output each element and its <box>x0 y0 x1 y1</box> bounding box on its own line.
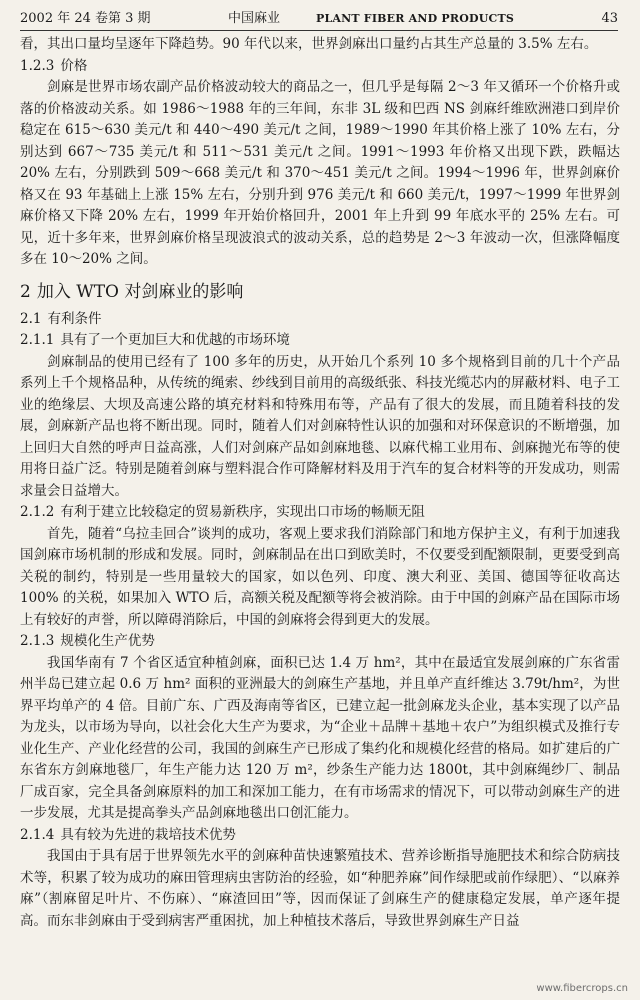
section-title: 具有了一个更加巨大和优越的市场环境 <box>60 332 290 348</box>
section-title: 有利于建立比较稳定的贸易新秩序，实现出口市场的畅顺无阻 <box>60 504 425 520</box>
section-title: 价格 <box>60 57 88 74</box>
site-watermark: www.fibercrops.cn <box>536 983 628 994</box>
paragraph-2-1-3: 我国华南有 7 个省区适宜种植剑麻，面积已达 1.4 万 hm²，其中在最适宜发展剑麻的广东省雷州半岛已建立起 0.6 万 hm² 面积的亚洲最大的剑麻生产基地，并且单产直纤维达 3.79t/hm²，为世界平均单产的 4 倍。目前广东、广西及海南等省区，已建立起一批剑麻龙头企业，基本实现了以产品为龙头，以市场为导向，以社会化大生产为要求，为“企业＋品牌＋基地＋农户”为组织模式及推行专业化生产、产业化经营的公司，我国的剑麻生产已形成了集约化和规模化经营的格局。如扩建后的广东省东方剑麻地毯厂，年生产能力达 120 万 m²，纱条生产能力达 1800t，其中剑麻绳纱厂、制品厂成百家，完全具备剑麻原料的加工和深加工能力，在有市场需求的情况下，可以带动剑麻生产的进一步发展，尤其是提高拳头产品剑麻地毯出口创汇能力。 <box>20 654 620 821</box>
section-number: 2 <box>20 281 31 302</box>
section-2-heading <box>20 279 620 305</box>
section-2-1-3-heading <box>20 631 620 653</box>
journal-name-en: PLANT FIBER AND PRODUCTS <box>316 12 514 25</box>
section-number: 2.1.3 <box>20 633 55 649</box>
section-2-1-4-heading <box>20 825 620 847</box>
section-2-1-heading <box>20 309 620 331</box>
section-number: 2.1.1 <box>20 332 55 348</box>
issue-info: 2002 年 24 卷第 3 期 <box>20 11 151 26</box>
section-title: 加入 WTO 对剑麻业的影响 <box>36 281 244 302</box>
paragraph-2-1-2: 首先，随着“乌拉圭回合”谈判的成功，客观上要求我们消除部门和地方保护主义，有利于加速我国剑麻市场机制的形成和发展。同时，剑麻制品在出口到欧美时，不仅要受到配额限制，更要受到高关税的制约，特别是一些用量较大的国家，如以色列、印度、澳大利亚、美国、德国等征收高达 100% 的关税，如果加入 WTO 后，高额关税及配额等将会被消除。由于中国的剑麻产品在国际市场上有较好的声誉，所以障碍消除后，中国的剑麻将会得到更大的发展。 <box>20 525 620 628</box>
section-2-1-1-heading <box>20 330 620 352</box>
journal-name-cn: 中国麻业 <box>228 11 281 26</box>
section-number: 2.1.4 <box>20 826 55 843</box>
running-header <box>20 8 618 31</box>
paragraph-intro: 看，其出口量均呈逐年下降趋势。90 年代以来，世界剑麻出口量约占其生产总量的 3.5% 左右。 <box>20 36 598 52</box>
paragraph-2-1-1: 剑麻制品的使用已经有了 100 多年的历史，从开始几个系列 10 多个规格到目前的几十个产品系列上千个规格品种，从传统的绳索、纱线到目前用的高级纸张、科技光缆芯内的屏蔽材料、电子工业的绝缘层、大坝及高速公路的填充材料和特殊用布等，产品有了很大的发展，而且随着科技的发展，剑麻新产品也将不断出现。同时，随着人们对剑麻特性认识的加强和对环保意识的不断增强，加上回归大自然的呼声日益高涨，人们对剑麻产品如剑麻地毯、以麻代棉工业用布、剑麻抛光布等的使用将日益广泛。特别是随着剑麻与塑料混合作可降解材料及用于汽车的复合材料等的开发成功，则需求量会日益增大。 <box>20 353 620 499</box>
section-number: 1.2.3 <box>20 57 55 74</box>
section-title: 有利条件 <box>47 310 102 327</box>
section-title: 具有较为先进的栽培技术优势 <box>60 826 236 843</box>
page-number: 43 <box>601 11 618 26</box>
paragraph-2-1-4: 我国由于具有居于世界领先水平的剑麻种苗快速繁殖技术、营养诊断指导施肥技术和综合防病技术等，积累了较为成功的麻田管理病虫害防治的经验，如“种肥养麻”间作绿肥或前作绿肥）、“以麻养麻”（割麻留足叶片、不伤麻）、“麻渣回田”等，因而保证了剑麻生产的健康稳定发展，单产逐年提高。而东非剑麻由于受到病害严重困扰，加上种植技术落后，导致世界剑麻生产日益 <box>20 848 620 929</box>
section-number: 2.1.2 <box>20 504 55 520</box>
section-2-1-2-heading <box>20 502 620 524</box>
section-1-2-3-heading <box>20 56 620 78</box>
section-number: 2.1 <box>20 310 42 327</box>
paragraph-price: 剑麻是世界市场农副产品价格波动较大的商品之一，但几乎是每隔 2～3 年又循环一个价格升或落的价格波动关系。如 1986～1988 年的三年间，东非 3L 级和巴西 NS 剑麻纤维欧洲港口到岸价稳定在 615～630 美元/t 和 440～490 美元/t 之间，1989～1990 年其价格上涨了 10% 左右，分别达到 667～735 美元/t 和 511～531 美元/t 之间。1991～1993 年价格又出现下跌，跌幅达 20% 左右，分别跌到 509～668 美元/t 和 370～451 美元/t 之间。1994～1996 年，世界剑麻价格又在 93 年基础上上涨 15% 左右，分别升到 976 美元/t 和 660 美元/t，1997～1999 年世界剑麻价格又下降 20% 左右，1999 年开始价格回升，2001 年上升到 99 年底水平的 25% 左右。可见，近十多年来，世界剑麻价格呈现波浪式的波动关系，总的趋势是 2～3 年波动一次，但涨降幅度多在 10～20% 之间。 <box>20 79 620 267</box>
section-title: 规模化生产优势 <box>60 633 155 649</box>
article-body <box>20 34 620 932</box>
